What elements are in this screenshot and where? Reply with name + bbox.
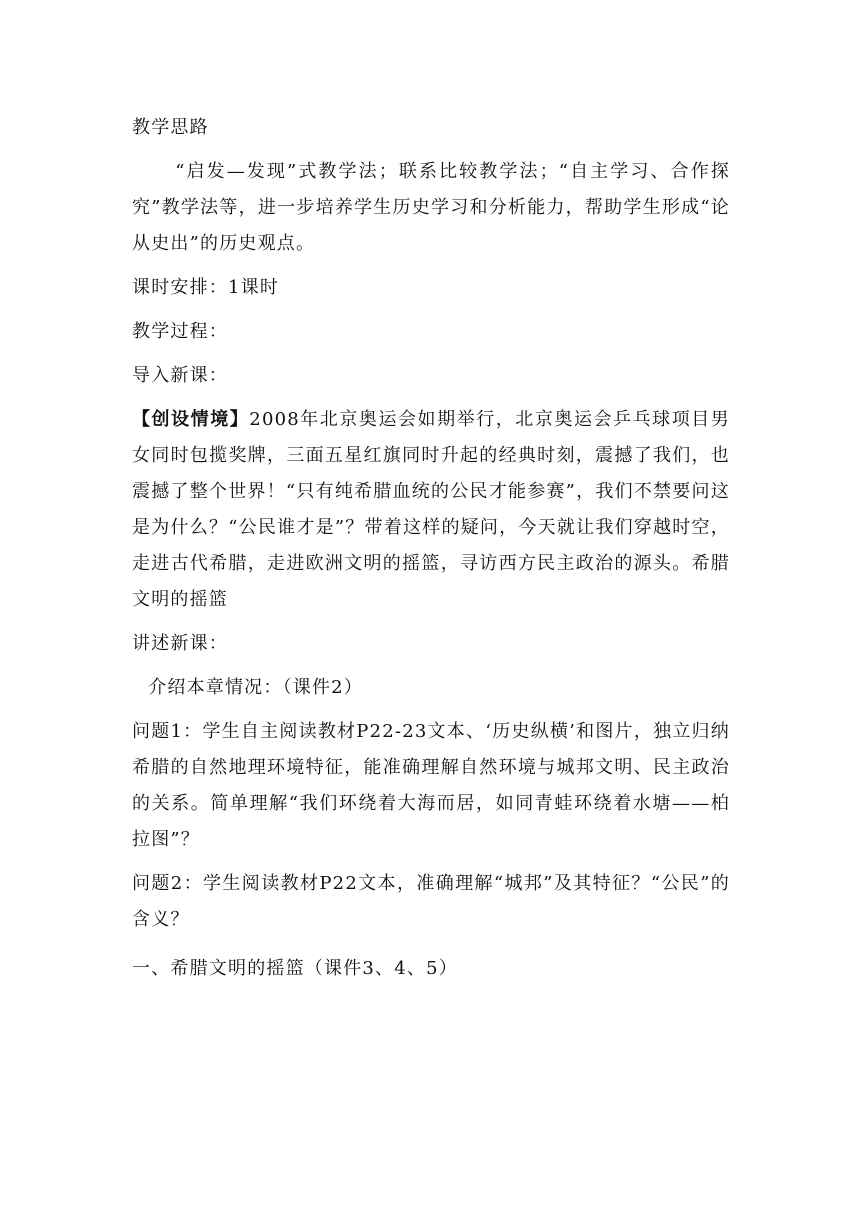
question-1-paragraph: 问题1：学生自主阅读教材P22-23文本、‘历史纵横’和图片，独立归纳希腊的自然地理环境特征，能准确理解自然环境与城邦文明、民主政治的关系。简单理解“我们环绕着大海而居，如同青蛙环绕着水塘——柏拉图”？ — [132, 721, 730, 850]
scenario-label: 【创设情境】 — [132, 409, 250, 430]
teaching-approach-paragraph: “启发—发现”式教学法；联系比较教学法；“自主学习、合作探究”教学法等，进一步培养学生历史学习和分析能力，帮助学生形成“论从史出”的历史观点。 — [132, 161, 730, 254]
scenario-text: 2008年北京奥运会如期举行，北京奥运会乒乓球项目男女同时包揽奖牌，三面五星红旗同时升起的经典时刻，震撼了我们，也震撼了整个世界！“只有纯希腊血统的公民才能参赛”，我们不禁要问这是为什么？“公民谁才是”？带着这样的疑问，今天就让我们穿越时空，走进古代希腊，走进欧洲文明的摇篮，寻访西方民主政治的源头。希腊文明的摇篮 — [132, 409, 730, 610]
class-schedule: 课时安排：1课时 — [132, 277, 280, 298]
question-2-paragraph: 问题2：学生阅读教材P22文本，准确理解“城邦”及其特征？“公民”的含义？ — [132, 873, 730, 930]
heading-teaching-approach: 教学思路 — [132, 117, 209, 138]
section-1-heading: 一、希腊文明的摇篮（课件3、4、5） — [132, 958, 458, 979]
heading-new-lesson: 讲述新课： — [132, 633, 228, 654]
scenario-paragraph — [132, 402, 730, 618]
heading-teaching-process: 教学过程： — [132, 321, 228, 342]
chapter-intro: 介绍本章情况：（课件2） — [148, 677, 364, 698]
heading-lesson-intro: 导入新课： — [132, 365, 228, 386]
document-body — [132, 110, 730, 987]
